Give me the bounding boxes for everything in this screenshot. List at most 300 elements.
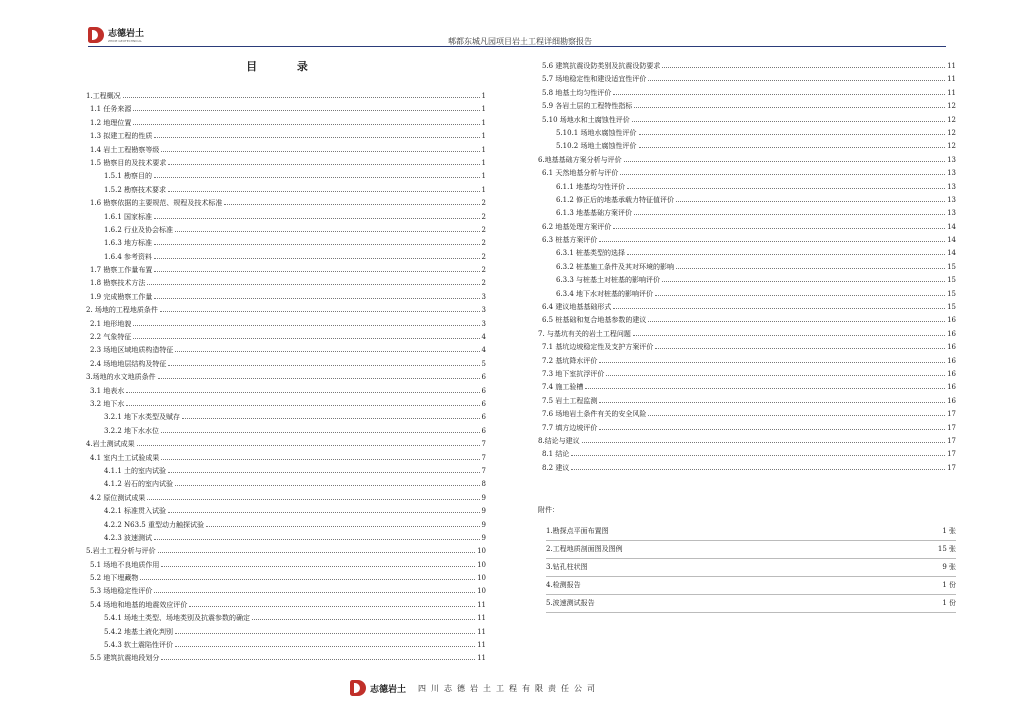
toc-entry-label: 3.1 地表水 bbox=[90, 386, 125, 395]
toc-entry-page: 16 bbox=[947, 329, 956, 338]
toc-entry-label: 1.4 岩土工程勘察等级 bbox=[90, 145, 160, 154]
attachment-count: 1 份 bbox=[942, 581, 956, 589]
toc-entry-page: 11 bbox=[477, 627, 486, 636]
toc-entry-label: 7.6 场地岩土条件有关的安全风险 bbox=[542, 410, 647, 419]
toc-entry-page: 3 bbox=[481, 319, 486, 328]
toc-entry-page: 11 bbox=[477, 614, 486, 623]
attachment-label: 1.勘探点平面布置图 bbox=[546, 527, 609, 535]
toc-entry-label: 1.5.1 勘察目的 bbox=[104, 172, 153, 181]
toc-entry[interactable] bbox=[538, 114, 956, 127]
attachment-label: 5.波速测试报告 bbox=[546, 599, 595, 607]
toc-entry-label: 5.岩土工程分析与评价 bbox=[86, 547, 156, 556]
toc-entry[interactable] bbox=[86, 478, 486, 491]
toc-leader-dots bbox=[639, 147, 946, 148]
toc-right-list bbox=[538, 60, 956, 475]
toc-entry-label: 5.6 建筑抗震设防类别及抗震设防要求 bbox=[542, 62, 661, 70]
page-footer bbox=[350, 680, 600, 696]
toc-entry-label: 5.4 场地和地基的地震效应评价 bbox=[90, 600, 188, 609]
toc-entry[interactable] bbox=[86, 224, 486, 237]
toc-entry-page: 1 bbox=[481, 92, 486, 100]
toc-leader-dots bbox=[175, 351, 479, 352]
toc-entry[interactable] bbox=[86, 452, 486, 465]
toc-entry-label: 3.2 地下水 bbox=[90, 399, 125, 408]
toc-leader-dots bbox=[639, 134, 946, 135]
toc-entry-label: 7.1 基坑边坡稳定性及支护方案评价 bbox=[542, 343, 654, 352]
toc-entry-page: 9 bbox=[481, 520, 486, 529]
toc-entry-page: 11 bbox=[947, 75, 956, 84]
toc-entry[interactable] bbox=[538, 221, 956, 234]
toc-leader-dots bbox=[126, 392, 479, 393]
toc-entry-label: 1.9 完成勘察工作量 bbox=[90, 292, 153, 301]
toc-entry-page: 1 bbox=[481, 185, 486, 194]
toc-leader-dots bbox=[606, 375, 945, 376]
toc-entry-label: 3.场地的水文地质条件 bbox=[86, 373, 156, 382]
toc-entry-label: 1.5 勘察目的及技术要求 bbox=[90, 158, 167, 167]
toc-entry-label: 1.工程概况 bbox=[86, 92, 121, 100]
toc-leader-dots bbox=[676, 268, 945, 269]
toc-leader-dots bbox=[168, 191, 479, 192]
toc-entry-label: 6.1.3 地基基础方案评价 bbox=[556, 209, 633, 218]
toc-entry[interactable] bbox=[86, 237, 486, 250]
toc-leader-dots bbox=[175, 646, 475, 647]
toc-leader-dots bbox=[137, 445, 480, 446]
attachment-label: 3.钻孔柱状图 bbox=[546, 563, 588, 571]
toc-entry-label: 4.2.2 N63.5 重型动力触探试验 bbox=[104, 520, 204, 529]
toc-entry-label: 5.3 场地稳定性评价 bbox=[90, 587, 153, 596]
toc-entry[interactable] bbox=[86, 331, 486, 344]
toc-entry-page: 6 bbox=[481, 373, 486, 382]
toc-leader-dots bbox=[133, 338, 479, 339]
toc-entry-page: 17 bbox=[947, 410, 956, 419]
toc-entry-page: 13 bbox=[947, 169, 956, 178]
toc-leader-dots bbox=[168, 365, 479, 366]
toc-entry-page: 10 bbox=[477, 574, 486, 583]
toc-entry-label: 1.6.2 行业及协会标准 bbox=[104, 225, 174, 234]
toc-entry-label: 5.4.2 地基土液化判别 bbox=[104, 627, 174, 636]
toc-entry-page: 1 bbox=[481, 105, 486, 114]
toc-entry-label: 6.4 建议地基基础形式 bbox=[542, 303, 612, 312]
toc-entry[interactable] bbox=[86, 438, 486, 451]
toc-leader-dots bbox=[627, 254, 945, 255]
toc-entry-label: 4.2 原位测试成果 bbox=[90, 493, 146, 502]
toc-entry-page: 16 bbox=[947, 383, 956, 392]
toc-leader-dots bbox=[624, 161, 945, 162]
toc-entry[interactable] bbox=[86, 197, 486, 210]
toc-leader-dots bbox=[160, 311, 480, 312]
toc-leader-dots bbox=[154, 244, 479, 245]
toc-entry-page: 17 bbox=[947, 450, 956, 459]
toc-entry[interactable] bbox=[538, 247, 956, 260]
toc-leader-dots bbox=[154, 592, 475, 593]
toc-entry-label: 1.6.1 国家标准 bbox=[104, 212, 153, 221]
toc-entry[interactable] bbox=[86, 90, 486, 103]
toc-entry[interactable] bbox=[538, 288, 956, 301]
toc-leader-dots bbox=[158, 378, 480, 379]
toc-entry-page: 13 bbox=[947, 209, 956, 218]
report-title: 郫都东城凡园项目岩土工程详细勘察报告 bbox=[448, 37, 592, 46]
toc-entry[interactable] bbox=[86, 385, 486, 398]
toc-entry-label: 5.10.2 场地土腐蚀性评价 bbox=[556, 142, 637, 151]
toc-entry[interactable] bbox=[538, 60, 956, 73]
toc-entry-page: 8 bbox=[481, 480, 486, 489]
toc-entry-page: 2 bbox=[481, 266, 486, 275]
toc-leader-dots bbox=[613, 94, 945, 95]
toc-entry[interactable] bbox=[86, 358, 486, 371]
toc-leader-dots bbox=[154, 298, 479, 299]
toc-leader-dots bbox=[182, 418, 479, 419]
toc-entry-label: 6.1.2 修正后的地基承载力特征值评价 bbox=[556, 195, 675, 204]
toc-entry-page: 3 bbox=[481, 292, 486, 301]
toc-entry-label: 1.3 拟建工程的性质 bbox=[90, 132, 153, 141]
toc-entry[interactable] bbox=[86, 184, 486, 197]
toc-leader-dots bbox=[161, 659, 475, 660]
toc-leader-dots bbox=[154, 539, 479, 540]
toc-entry-label: 3.2.2 地下水水位 bbox=[104, 426, 160, 435]
toc-entry-page: 14 bbox=[947, 236, 956, 245]
toc-leader-dots bbox=[175, 231, 479, 232]
toc-entry-page: 5 bbox=[481, 359, 486, 368]
toc-entry-page: 11 bbox=[947, 88, 956, 97]
toc-entry[interactable] bbox=[538, 422, 956, 435]
toc-entry[interactable] bbox=[86, 371, 486, 384]
toc-leader-dots bbox=[662, 281, 945, 282]
footer-logo bbox=[350, 680, 406, 696]
toc-leader-dots bbox=[571, 455, 945, 456]
toc-entry-page: 16 bbox=[947, 356, 956, 365]
toc-entry-label: 5.5 建筑抗震地段划分 bbox=[90, 654, 160, 663]
toc-entry-page: 13 bbox=[947, 182, 956, 191]
toc-leader-dots bbox=[634, 107, 945, 108]
toc-entry[interactable] bbox=[538, 261, 956, 274]
toc-entry-page: 16 bbox=[947, 316, 956, 325]
toc-entry-label: 6.3.3 与桩基土对桩基的影响评价 bbox=[556, 276, 661, 285]
toc-entry-label: 8.2 建议 bbox=[542, 463, 570, 472]
toc-entry[interactable] bbox=[538, 368, 956, 381]
toc-leader-dots bbox=[633, 335, 945, 336]
toc-entry-page: 2 bbox=[481, 212, 486, 221]
toc-entry-label: 1.6.4 参考资料 bbox=[104, 252, 153, 261]
toc-leader-dots bbox=[126, 405, 479, 406]
toc-entry-label: 4.1.2 岩石的室内试验 bbox=[104, 480, 174, 489]
toc-leader-dots bbox=[168, 472, 479, 473]
toc-right-column bbox=[538, 60, 956, 475]
attachment-item bbox=[546, 577, 956, 595]
toc-leader-dots bbox=[154, 271, 479, 272]
attachment-item bbox=[546, 595, 956, 613]
toc-entry-page: 9 bbox=[481, 493, 486, 502]
toc-leader-dots bbox=[189, 606, 475, 607]
header-logo bbox=[88, 26, 144, 43]
toc-leader-dots bbox=[133, 110, 479, 111]
toc-entry[interactable] bbox=[86, 425, 486, 438]
toc-entry-page: 11 bbox=[947, 62, 956, 70]
toc-entry-label: 1.6.3 地方标准 bbox=[104, 239, 153, 248]
toc-entry[interactable] bbox=[86, 264, 486, 277]
toc-leader-dots bbox=[175, 485, 479, 486]
toc-entry-label: 8.结论与建议 bbox=[538, 436, 580, 445]
toc-leader-dots bbox=[627, 188, 945, 189]
toc-entry-label: 1.5.2 勘察技术要求 bbox=[104, 185, 167, 194]
attachment-count: 1 份 bbox=[942, 599, 956, 607]
toc-entry[interactable] bbox=[86, 465, 486, 478]
page-header bbox=[88, 22, 946, 46]
toc-entry-page: 12 bbox=[947, 142, 956, 151]
toc-entry-page: 10 bbox=[477, 547, 486, 556]
toc-leader-dots bbox=[154, 258, 479, 259]
toc-leader-dots bbox=[571, 469, 945, 470]
toc-entry-label: 2.2 气象特征 bbox=[90, 333, 132, 342]
toc-entry[interactable] bbox=[86, 519, 486, 532]
toc-leader-dots bbox=[620, 174, 945, 175]
toc-entry-label: 8.1 结论 bbox=[542, 450, 570, 459]
attachments-list bbox=[538, 523, 956, 613]
company-logo-icon bbox=[350, 680, 366, 696]
toc-title: 目 录 bbox=[246, 60, 326, 73]
toc-entry[interactable] bbox=[86, 103, 486, 116]
toc-entry[interactable] bbox=[538, 181, 956, 194]
toc-leader-dots bbox=[175, 633, 475, 634]
toc-leader-dots bbox=[599, 362, 945, 363]
toc-entry-page: 2 bbox=[481, 225, 486, 234]
toc-leader-dots bbox=[599, 429, 945, 430]
attachment-count: 1 张 bbox=[942, 527, 956, 535]
toc-entry[interactable] bbox=[86, 545, 486, 558]
toc-entry-page: 9 bbox=[481, 507, 486, 516]
header-divider bbox=[88, 46, 946, 47]
toc-entry[interactable] bbox=[538, 395, 956, 408]
toc-entry[interactable] bbox=[538, 154, 956, 167]
toc-leader-dots bbox=[168, 164, 479, 165]
toc-entry[interactable] bbox=[86, 572, 486, 585]
toc-entry-label: 4.2.1 标准贯入试验 bbox=[104, 507, 167, 516]
toc-entry[interactable] bbox=[86, 532, 486, 545]
toc-entry-label: 5.10 场地水和土腐蚀性评价 bbox=[542, 115, 630, 124]
toc-leader-dots bbox=[224, 204, 479, 205]
toc-entry[interactable] bbox=[538, 301, 956, 314]
toc-entry-page: 14 bbox=[947, 249, 956, 258]
toc-leader-dots bbox=[140, 579, 475, 580]
toc-entry-page: 10 bbox=[477, 560, 486, 569]
toc-entry-page: 11 bbox=[477, 600, 486, 609]
toc-entry[interactable] bbox=[538, 314, 956, 327]
toc-entry-label: 2.3 场地区域地质构造特征 bbox=[90, 346, 174, 355]
toc-entry-page: 15 bbox=[947, 276, 956, 285]
toc-entry-label: 5.4.3 软土震陷性评价 bbox=[104, 641, 174, 650]
toc-entry-label: 1.7 勘察工作量布置 bbox=[90, 266, 153, 275]
toc-entry[interactable] bbox=[86, 291, 486, 304]
toc-leader-dots bbox=[147, 284, 479, 285]
toc-entry[interactable] bbox=[86, 559, 486, 572]
toc-entry[interactable] bbox=[86, 211, 486, 224]
toc-entry-page: 6 bbox=[481, 399, 486, 408]
toc-entry-label: 1.6 勘察依据的主要规范、规程及技术标准 bbox=[90, 199, 223, 208]
attachment-item bbox=[546, 559, 956, 577]
logo-text: 志德岩土 bbox=[108, 29, 145, 39]
toc-entry[interactable] bbox=[86, 251, 486, 264]
toc-entry-page: 15 bbox=[947, 262, 956, 271]
toc-leader-dots bbox=[648, 80, 945, 81]
toc-entry[interactable] bbox=[538, 328, 956, 341]
toc-entry-page: 2 bbox=[481, 239, 486, 248]
toc-entry[interactable] bbox=[538, 87, 956, 100]
toc-leader-dots bbox=[648, 321, 945, 322]
toc-leader-dots bbox=[154, 218, 479, 219]
toc-entry-label: 6.3.1 桩基类型的选择 bbox=[556, 249, 626, 258]
toc-entry-page: 9 bbox=[481, 533, 486, 542]
toc-entry[interactable] bbox=[538, 408, 956, 421]
toc-entry-page: 6 bbox=[481, 413, 486, 422]
toc-entry[interactable] bbox=[538, 100, 956, 113]
toc-entry-page: 13 bbox=[947, 195, 956, 204]
toc-entry-label: 5.7 场地稳定性和建设适宜性评价 bbox=[542, 75, 647, 84]
toc-entry-label: 5.10.1 场地水腐蚀性评价 bbox=[556, 128, 637, 137]
toc-leader-dots bbox=[158, 552, 475, 553]
toc-entry-label: 6.3 桩基方案评价 bbox=[542, 236, 598, 245]
toc-entry[interactable] bbox=[538, 207, 956, 220]
toc-leader-dots bbox=[613, 308, 945, 309]
toc-entry-label: 2.1 地形地貌 bbox=[90, 319, 132, 328]
toc-leader-dots bbox=[634, 214, 945, 215]
toc-left-list bbox=[86, 90, 486, 666]
toc-entry-page: 2 bbox=[481, 252, 486, 261]
toc-left-column bbox=[86, 58, 486, 666]
toc-leader-dots bbox=[168, 512, 479, 513]
toc-entry-page: 3 bbox=[481, 306, 486, 315]
toc-entry-page: 7 bbox=[481, 453, 486, 462]
toc-entry[interactable] bbox=[86, 277, 486, 290]
toc-entry[interactable] bbox=[538, 435, 956, 448]
toc-entry-label: 4.2.3 波速测试 bbox=[104, 533, 153, 542]
toc-entry[interactable] bbox=[86, 652, 486, 665]
toc-entry-label: 7.4 施工验槽 bbox=[542, 383, 584, 392]
toc-entry[interactable] bbox=[86, 170, 486, 183]
toc-leader-dots bbox=[161, 566, 475, 567]
toc-entry-page: 17 bbox=[947, 436, 956, 445]
toc-entry[interactable] bbox=[86, 505, 486, 518]
attachments-title: 附件： bbox=[538, 506, 559, 514]
company-logo-icon bbox=[88, 27, 104, 43]
toc-entry[interactable] bbox=[538, 274, 956, 287]
toc-entry-label: 7.7 填方边坡评价 bbox=[542, 423, 598, 432]
toc-entry[interactable] bbox=[86, 304, 486, 317]
attachment-item bbox=[546, 541, 956, 559]
toc-entry-page: 14 bbox=[947, 222, 956, 231]
toc-entry-label: 1.2 地理位置 bbox=[90, 118, 132, 127]
toc-entry-label: 5.4.1 场地土类型、场地类别及抗震参数的确定 bbox=[104, 614, 251, 623]
toc-entry-label: 7. 与基坑有关的岩土工程问题 bbox=[538, 329, 631, 338]
toc-entry-page: 6 bbox=[481, 386, 486, 395]
toc-entry-label: 1.8 勘察技术方法 bbox=[90, 279, 146, 288]
toc-entry[interactable] bbox=[538, 341, 956, 354]
toc-entry[interactable] bbox=[86, 318, 486, 331]
toc-entry[interactable] bbox=[538, 140, 956, 153]
toc-entry[interactable] bbox=[86, 411, 486, 424]
toc-leader-dots bbox=[161, 432, 479, 433]
toc-entry-label: 4.1 室内土工试验成果 bbox=[90, 453, 160, 462]
toc-leader-dots bbox=[676, 201, 945, 202]
toc-leader-dots bbox=[599, 402, 945, 403]
toc-entry[interactable] bbox=[86, 144, 486, 157]
toc-entry-label: 6.3.2 桩基施工条件及其对环境的影响 bbox=[556, 262, 675, 271]
toc-leader-dots bbox=[655, 348, 945, 349]
toc-entry-label: 4.岩土测试成果 bbox=[86, 440, 135, 449]
toc-entry[interactable] bbox=[86, 130, 486, 143]
toc-entry[interactable] bbox=[86, 117, 486, 130]
toc-leader-dots bbox=[582, 442, 945, 443]
toc-entry[interactable] bbox=[538, 73, 956, 86]
toc-leader-dots bbox=[161, 459, 479, 460]
toc-entry[interactable] bbox=[538, 448, 956, 461]
toc-entry[interactable] bbox=[538, 462, 956, 475]
toc-leader-dots bbox=[206, 526, 480, 527]
toc-entry-page: 10 bbox=[477, 587, 486, 596]
toc-leader-dots bbox=[133, 325, 479, 326]
toc-entry[interactable] bbox=[538, 381, 956, 394]
toc-entry-page: 16 bbox=[947, 396, 956, 405]
attachment-label: 4.检测报告 bbox=[546, 581, 581, 589]
toc-entry-label: 7.3 地下室抗浮评价 bbox=[542, 369, 605, 378]
toc-entry[interactable] bbox=[86, 585, 486, 598]
toc-leader-dots bbox=[252, 619, 475, 620]
toc-entry-page: 1 bbox=[481, 145, 486, 154]
toc-entry[interactable] bbox=[538, 167, 956, 180]
toc-entry-label: 3.2.1 地下水类型及赋存 bbox=[104, 413, 181, 422]
toc-entry-page: 4 bbox=[481, 333, 486, 342]
toc-entry-page: 16 bbox=[947, 343, 956, 352]
toc-entry[interactable] bbox=[86, 599, 486, 612]
toc-entry-page: 15 bbox=[947, 289, 956, 298]
toc-entry-label: 2. 场地的工程地质条件 bbox=[86, 306, 158, 315]
toc-entry[interactable] bbox=[86, 612, 486, 625]
toc-entry[interactable] bbox=[86, 639, 486, 652]
toc-entry-label: 5.8 地基土均匀性评价 bbox=[542, 88, 612, 97]
toc-leader-dots bbox=[648, 415, 945, 416]
toc-entry[interactable] bbox=[86, 344, 486, 357]
toc-entry[interactable] bbox=[538, 194, 956, 207]
toc-entry[interactable] bbox=[86, 626, 486, 639]
toc-leader-dots bbox=[133, 124, 479, 125]
toc-leader-dots bbox=[147, 499, 479, 500]
toc-leader-dots bbox=[154, 177, 479, 178]
toc-entry[interactable] bbox=[86, 398, 486, 411]
toc-entry[interactable] bbox=[86, 492, 486, 505]
toc-entry[interactable] bbox=[538, 355, 956, 368]
toc-entry-page: 12 bbox=[947, 115, 956, 124]
toc-leader-dots bbox=[123, 97, 480, 98]
toc-leader-dots bbox=[154, 137, 479, 138]
toc-entry[interactable] bbox=[86, 157, 486, 170]
attachment-count: 15 张 bbox=[937, 545, 956, 553]
toc-entry-label: 6.1.1 地基均匀性评价 bbox=[556, 182, 626, 191]
toc-entry[interactable] bbox=[538, 127, 956, 140]
toc-entry-page: 7 bbox=[481, 466, 486, 475]
toc-entry-page: 6 bbox=[481, 426, 486, 435]
toc-leader-dots bbox=[632, 121, 945, 122]
toc-entry-page: 15 bbox=[947, 303, 956, 312]
toc-leader-dots bbox=[599, 241, 945, 242]
attachment-label: 2.工程地质剖面图及图例 bbox=[546, 545, 623, 553]
toc-entry-label: 1.1 任务来源 bbox=[90, 105, 132, 114]
toc-leader-dots bbox=[613, 228, 945, 229]
attachment-count: 9 张 bbox=[942, 563, 956, 571]
toc-entry-page: 11 bbox=[477, 654, 486, 663]
toc-entry-label: 6.2 地基处理方案评价 bbox=[542, 222, 612, 231]
toc-entry-label: 5.2 地下埋藏物 bbox=[90, 574, 139, 583]
toc-entry-page: 2 bbox=[481, 279, 486, 288]
toc-entry-page: 16 bbox=[947, 369, 956, 378]
toc-entry-page: 12 bbox=[947, 128, 956, 137]
toc-entry[interactable] bbox=[538, 234, 956, 247]
